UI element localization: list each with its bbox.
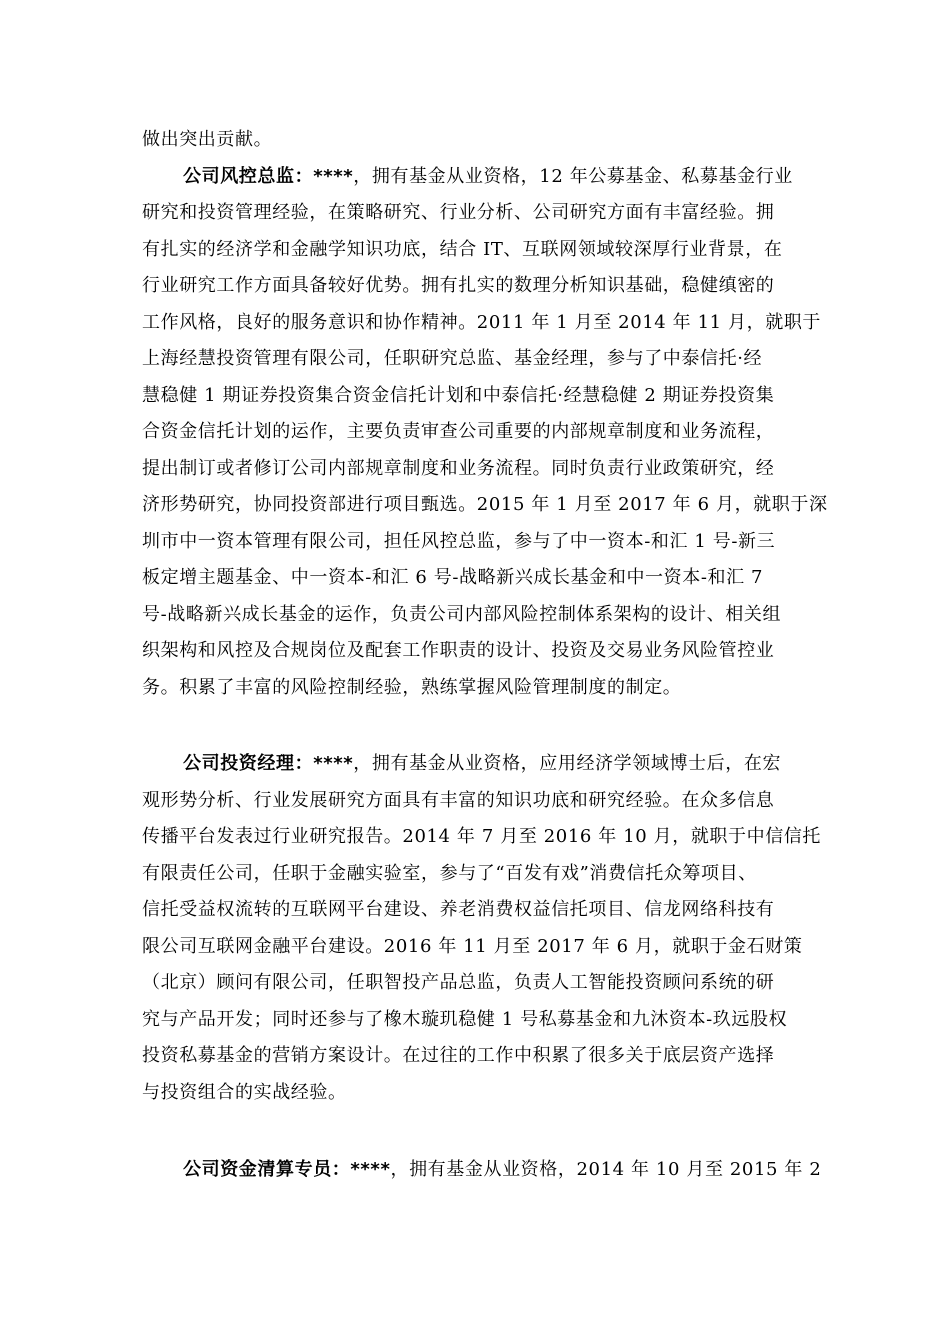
settlement-specialist-heading-line	[183, 1158, 821, 1182]
paragraph-line: 投资私募基金的营销方案设计。在过往的工作中积累了很多关于底层资产选择	[142, 1045, 775, 1066]
paragraph-line: 限公司互联网金融平台建设。2016 年 11 月至 2017 年 6 月，就职于金石财策	[142, 936, 803, 957]
risk-director-intro: ，拥有基金从业资格，12 年公募基金、私募基金行业	[353, 166, 793, 187]
paragraph-line: 济形势研究，协同投资部进行项目甄选。2015 年 1 月至 2017 年 6 月，就职于深	[142, 494, 828, 515]
investment-manager-name: ****	[313, 753, 354, 774]
paragraph-line: （北京）顾问有限公司，任职智投产品总监，负责人工智能投资顾问系统的研	[142, 972, 775, 993]
paragraph-line: 上海经慧投资管理有限公司，任职研究总监、基金经理，参与了中泰信托·经	[142, 348, 763, 369]
settlement-specialist-intro: ，拥有基金从业资格，2014 年 10 月至 2015 年 2	[390, 1159, 822, 1180]
paragraph-line: 传播平台发表过行业研究报告。2014 年 7 月至 2016 年 10 月，就职于中信信托	[142, 826, 822, 847]
settlement-specialist-name: ****	[350, 1159, 391, 1180]
paragraph-line: 织架构和风控及合规岗位及配套工作职责的设计、投资及交易业务风险管控业	[142, 640, 775, 661]
paragraph-line: 号-战略新兴成长基金的运作，负责公司内部风险控制体系架构的设计、相关组	[142, 604, 782, 625]
paragraph-line: 有限责任公司，任职于金融实验室，参与了“百发有戏”消费信托众筹项目、	[142, 863, 757, 884]
paragraph-line: 板定增主题基金、中一资本-和汇 6 号-战略新兴成长基金和中一资本-和汇 7	[142, 567, 764, 588]
investment-manager-heading-line	[183, 752, 781, 776]
risk-director-title: 公司风控总监：	[183, 166, 314, 187]
paragraph-line: 合资金信托计划的运作，主要负责审查公司重要的内部规章制度和业务流程，	[142, 421, 775, 442]
paragraph-line: 信托受益权流转的互联网平台建设、养老消费权益信托项目、信龙网络科技有	[142, 899, 775, 920]
paragraph-line: 与投资组合的实战经验。	[142, 1082, 347, 1103]
risk-director-name: ****	[313, 166, 354, 187]
investment-manager-title: 公司投资经理：	[183, 753, 314, 774]
paragraph-line: 观形势分析、行业发展研究方面具有丰富的知识功底和研究经验。在众多信息	[142, 790, 775, 811]
intro-line: 做出突出贡献。	[142, 129, 273, 150]
paragraph-line: 有扎实的经济学和金融学知识功底，结合 IT、互联网领域较深厚行业背景，在	[142, 239, 783, 260]
paragraph-line: 提出制订或者修订公司内部规章制度和业务流程。同时负责行业政策研究，经	[142, 458, 775, 479]
settlement-specialist-title: 公司资金清算专员：	[183, 1159, 351, 1180]
paragraph-line: 行业研究工作方面具备较好优势。拥有扎实的数理分析知识基础，稳健缜密的	[142, 275, 775, 296]
paragraph-line: 工作风格，良好的服务意识和协作精神。2011 年 1 月至 2014 年 11 月，就职于	[142, 312, 822, 333]
paragraph-line: 务。积累了丰富的风险控制经验，熟练掌握风险管理制度的制定。	[142, 677, 682, 698]
paragraph-line: 慧稳健 1 期证券投资集合资金信托计划和中泰信托·经慧稳健 2 期证券投资集	[142, 385, 775, 406]
risk-director-heading-line	[183, 165, 793, 189]
paragraph-line: 圳市中一资本管理有限公司，担任风控总监，参与了中一资本-和汇 1 号-新三	[142, 531, 776, 552]
investment-manager-intro: ，拥有基金从业资格，应用经济学领域博士后，在宏	[353, 753, 782, 774]
paragraph-line: 究与产品开发；同时还参与了橡木璇玑稳健 1 号私募基金和九沐资本-玖远股权	[142, 1009, 788, 1030]
paragraph-line: 研究和投资管理经验，在策略研究、行业分析、公司研究方面有丰富经验。拥	[142, 202, 775, 223]
